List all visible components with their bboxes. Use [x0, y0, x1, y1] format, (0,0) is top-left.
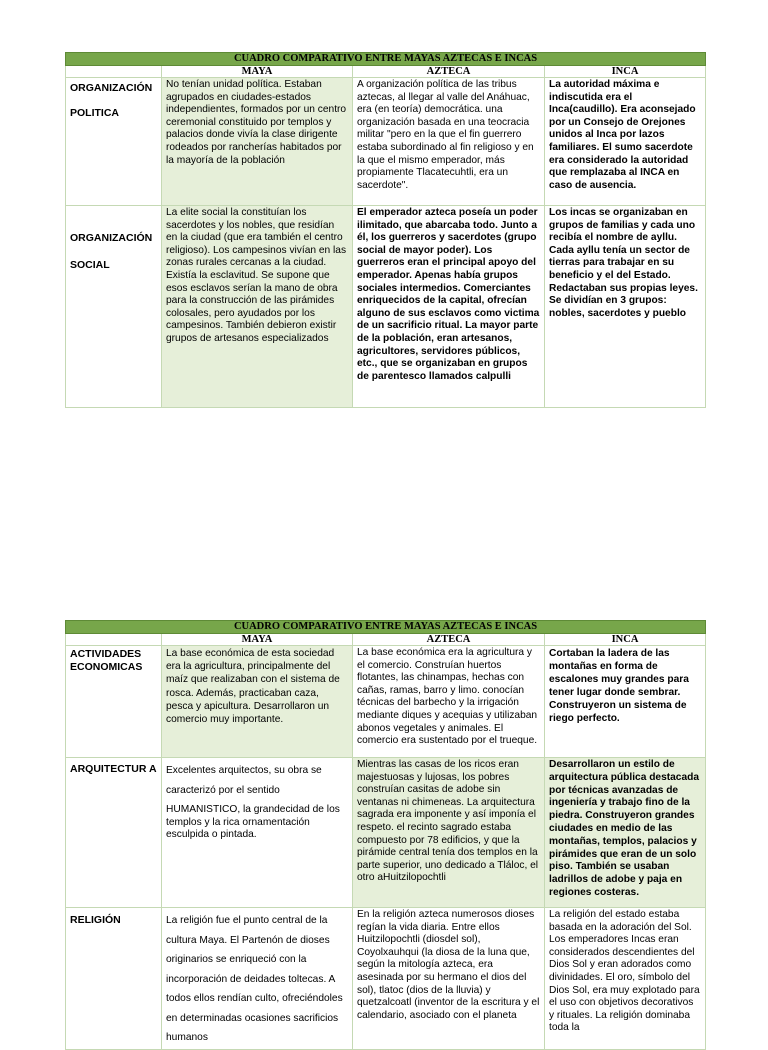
row-label-line1: ORGANIZACIÓN — [70, 232, 153, 244]
column-header-row — [66, 634, 706, 646]
header-azteca: AZTECA — [353, 66, 545, 78]
cell-azteca: La base económica era la agricultura y el comercio. Construían huertos flotantes, las chinampas, hechas con cañas, ramas, barro y limo. conocían técnicas del barbecho y la irrigación mediante diques y acequias y utilizaban abonos vegetales y animales. El comercio era sustentado por el trueque. — [353, 646, 545, 758]
comparison-table-1 — [65, 52, 706, 408]
table-title-row — [66, 621, 706, 634]
cell-inca: Cortaban la ladera de las montañas en forma de escalones muy grandes para tener lugar donde sembrar. Construyeron un sistema de riego perfecto. — [545, 646, 706, 758]
cell-inca: Desarrollaron un estilo de arquitectura pública destacada por técnicas avanzadas de ingeniería y trabajo fino de la piedra. Construyeron grandes ciudades en medio de las montañas, templos, palacios y pirámides que eran de un solo piso. También se usaban ladrillos de adobe y paja en regiones costeras. — [545, 758, 706, 908]
cell-maya-part1: Excelentes arquitectos, su obra se caracterizó por el sentido — [166, 765, 322, 796]
cell-inca: Los incas se organizaban en grupos de familias y cada uno recibía el nombre de ayllu. Cada ayllu tenía un sector de tierras para trabajar en su beneficio y el del Estado. Redactaban sus propias leyes. Se dividían en 3 grupos: nobles, sacerdotes y pueblo — [545, 206, 706, 408]
table-title: CUADRO COMPARATIVO ENTRE MAYAS AZTECAS E INCAS — [66, 621, 706, 634]
header-azteca: AZTECA — [353, 634, 545, 646]
cell-azteca: A organización política de las tribus aztecas, al llegar al valle del Anáhuac, era (en teoría) democrática. una organización basada en una teocracia militar "pero en la que el fin guerrero estaba subordinado al fin religioso y en la que el mismo emperador, más propiamente Tlacatecuhtli, era un sacerdote". — [353, 78, 545, 206]
row-label-line1: ORGANIZACIÓN — [70, 82, 153, 94]
row-label-line2: POLITICA — [70, 107, 119, 119]
header-inca: INCA — [545, 634, 706, 646]
table-title-row — [66, 53, 706, 66]
row-label: ACTIVIDADES ECONOMICAS — [66, 646, 162, 758]
row-label — [66, 78, 162, 206]
table-row — [66, 908, 706, 1050]
row-label — [66, 206, 162, 408]
header-empty — [66, 634, 162, 646]
table-row — [66, 758, 706, 908]
cell-inca: La autoridad máxima e indiscutida era el Inca(caudillo). Era aconsejado por un Consejo de Orejones unidos al Inca por lazos familiares. El sumo sacerdote era considerado la autoridad que remplazaba al INCA en caso de ausencia. — [545, 78, 706, 206]
cell-maya: No tenían unidad política. Estaban agrupados en ciudades-estados independientes, formados por un centro ceremonial constituido por templos y palacios donde vivía la clase dirigente rodeados por rancherías habitados por la mayoría de la población — [162, 78, 353, 206]
cell-azteca: En la religión azteca numerosos dioses regían la vida diaria. Entre ellos Huitzilopochtli (diosdel sol), Coyolxauhqui (la diosa de la luna que, según la mitología azteca, era asesinada por su hermano el dios del sol), tlatoc (dios de la lluvia) y quetzalcoatl (inventor de la escritura y el calendario, asociado con el planeta — [353, 908, 545, 1050]
cell-maya: La elite social la constituían los sacerdotes y los nobles, que residían en la ciudad (que era también el centro religioso). Los campesinos vivían en las zonas rurales cercanas a la ciudad. Existía la esclavitud. Se supone que esos esclavos serían la mano de obra para la construcción de las pirámides colosales, pero ayudados por los campesinos. También debieron existir grupos de artesanos especializados — [162, 206, 353, 408]
row-label-line2: SOCIAL — [70, 259, 110, 271]
cell-maya — [162, 758, 353, 908]
cell-maya: La base económica de esta sociedad era la agricultura, principalmente del maíz que realizaban con el sistema de rosca. Además, practicaban caza, pesca y apicultura. Desarrollaron un comercio muy importante. — [162, 646, 353, 758]
table-row — [66, 78, 706, 206]
column-header-row — [66, 66, 706, 78]
cell-maya-part2: HUMANISTICO, la grandecidad de los templos y la rica ornamentación esculpida o pintada. — [166, 804, 340, 841]
header-empty — [66, 66, 162, 78]
cell-inca: La religión del estado estaba basada en la adoración del Sol. Los emperadores Incas eran considerados descendientes del Dios Sol y eran adorados como divinidades. El oro, símbolo del Dios Sol, era muy explotado para el uso con objetivos decorativos y rituales. La religión dominaba toda la — [545, 908, 706, 1050]
table-row — [66, 646, 706, 758]
cell-maya: La religión fue el punto central de la cultura Maya. El Partenón de dioses originarios se enriqueció con la incorporación de deidades toltecas. A todos ellos rendían culto, ofreciéndoles en determinadas ocasiones sacrificios humanos — [162, 908, 353, 1050]
header-maya: MAYA — [162, 634, 353, 646]
row-label: RELIGIÓN — [66, 908, 162, 1050]
row-label: ARQUITECTUR A — [66, 758, 162, 908]
header-maya: MAYA — [162, 66, 353, 78]
table-title: CUADRO COMPARATIVO ENTRE MAYAS AZTECAS E INCAS — [66, 53, 706, 66]
cell-azteca: Mientras las casas de los ricos eran majestuosas y lujosas, los pobres construían casitas de adobe sin ventanas ni chimeneas. La arquitectura sagrada era imponente y así imponía el respeto. el recinto sagrado estaba compuesto por 78 edificios, y que la pirámide central tenía dos templos en la parte superior, uno dedicado a Tláloc, el otro aHuitzilopochtli — [353, 758, 545, 908]
comparison-table-2 — [65, 620, 706, 1050]
header-inca: INCA — [545, 66, 706, 78]
table-row — [66, 206, 706, 408]
cell-azteca: El emperador azteca poseía un poder ilimitado, que abarcaba todo. Junto a él, los guerreros y sacerdotes (grupo social de mayor poder). Los guerreros eran el principal apoyo del emperador. Apenas había grupos sociales intermedios. Comerciantes enriquecidos de la capital, ofrecían alguno de sus esclavos como victima de un sacrificio ritual. La mayor parte de la población, eran artesanos, agricultores, servidores públicos, etc., que se organizaban en grupos de parentesco llamados calpulli — [353, 206, 545, 408]
